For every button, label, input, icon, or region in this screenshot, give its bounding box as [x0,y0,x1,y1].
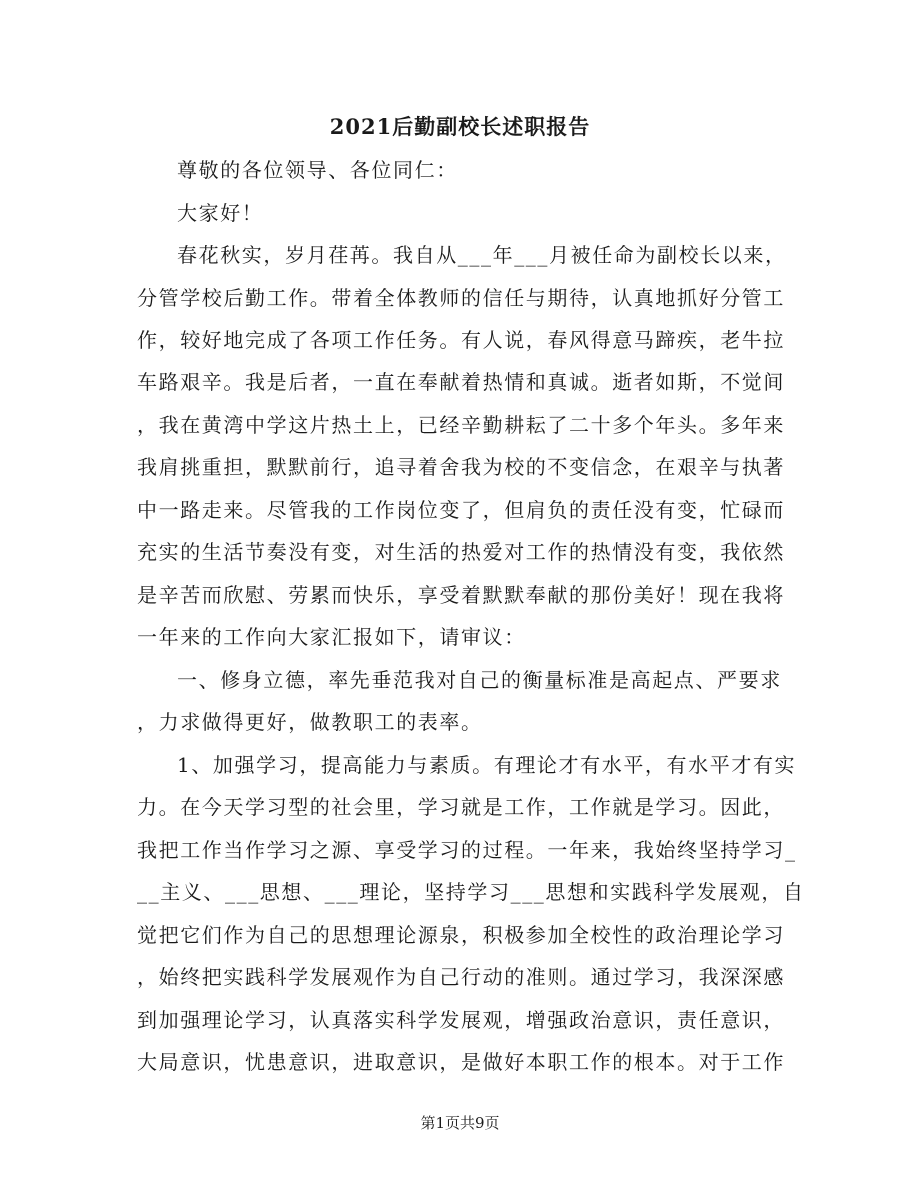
text-line: 我把工作当作学习之源、享受学习的过程。一年来，我始终坚持学习_ [137,838,797,862]
text-line: 是辛苦而欣慰、劳累而快乐，享受着默默奉献的那份美好！现在我将 [137,583,785,607]
text-line: 春花秋实，岁月荏苒。我自从___年___月被任命为副校长以来， [177,243,787,267]
text-line: 一年来的工作向大家汇报如下，请审议： [137,625,526,649]
text-line: 分管学校后勤工作。带着全体教师的信任与期待，认真地抓好分管工 [137,286,785,310]
page-number: 第1页共9页 [420,1114,500,1132]
document-title: 2021后勤副校长述职报告 [329,114,591,139]
text-line: ，我在黄湾中学这片热土上，已经辛勤耕耘了二十多个年头。多年来 [137,413,785,437]
text-line: 一、修身立德，率先垂范我对自己的衡量标准是高起点、严要求 [177,668,782,692]
text-line: 觉把它们作为自己的思想理论源泉，积极参加全校性的政治理论学习 [137,923,785,947]
text-line: 中一路走来。尽管我的工作岗位变了，但肩负的责任没有变，忙碌而 [137,498,785,522]
text-line: 充实的生活节奏没有变，对生活的热爱对工作的热情没有变，我依然 [137,540,785,564]
text-line: 1、加强学习，提高能力与素质。有理论才有水平，有水平才有实 [177,753,797,777]
text-line: 大家好！ [177,201,264,225]
text-line: ，始终把实践科学发展观作为自己行动的准则。通过学习，我深深感 [137,965,785,989]
text-line: 到加强理论学习，认真落实科学发展观，增强政治意识，责任意识， [137,1008,785,1032]
text-line: 车路艰辛。我是后者，一直在奉献着热情和真诚。逝者如斯，不觉间 [137,370,785,394]
text-line: 大局意识，忧患意识，进取意识，是做好本职工作的根本。对于工作 [137,1050,785,1074]
text-line: ，力求做得更好，做教职工的表率。 [137,710,483,734]
text-line: 作，较好地完成了各项工作任务。有人说，春风得意马蹄疾，老牛拉 [137,328,785,352]
text-line: __主义、___思想、___理论，坚持学习___思想和实践科学发展观，自 [137,880,805,904]
text-line: 我肩挑重担，默默前行，追寻着舍我为校的不变信念，在艰辛与执著 [137,455,785,479]
text-line: 尊敬的各位领导、各位同仁： [177,158,458,182]
text-line: 力。在今天学习型的社会里，学习就是工作，工作就是学习。因此， [137,795,785,819]
